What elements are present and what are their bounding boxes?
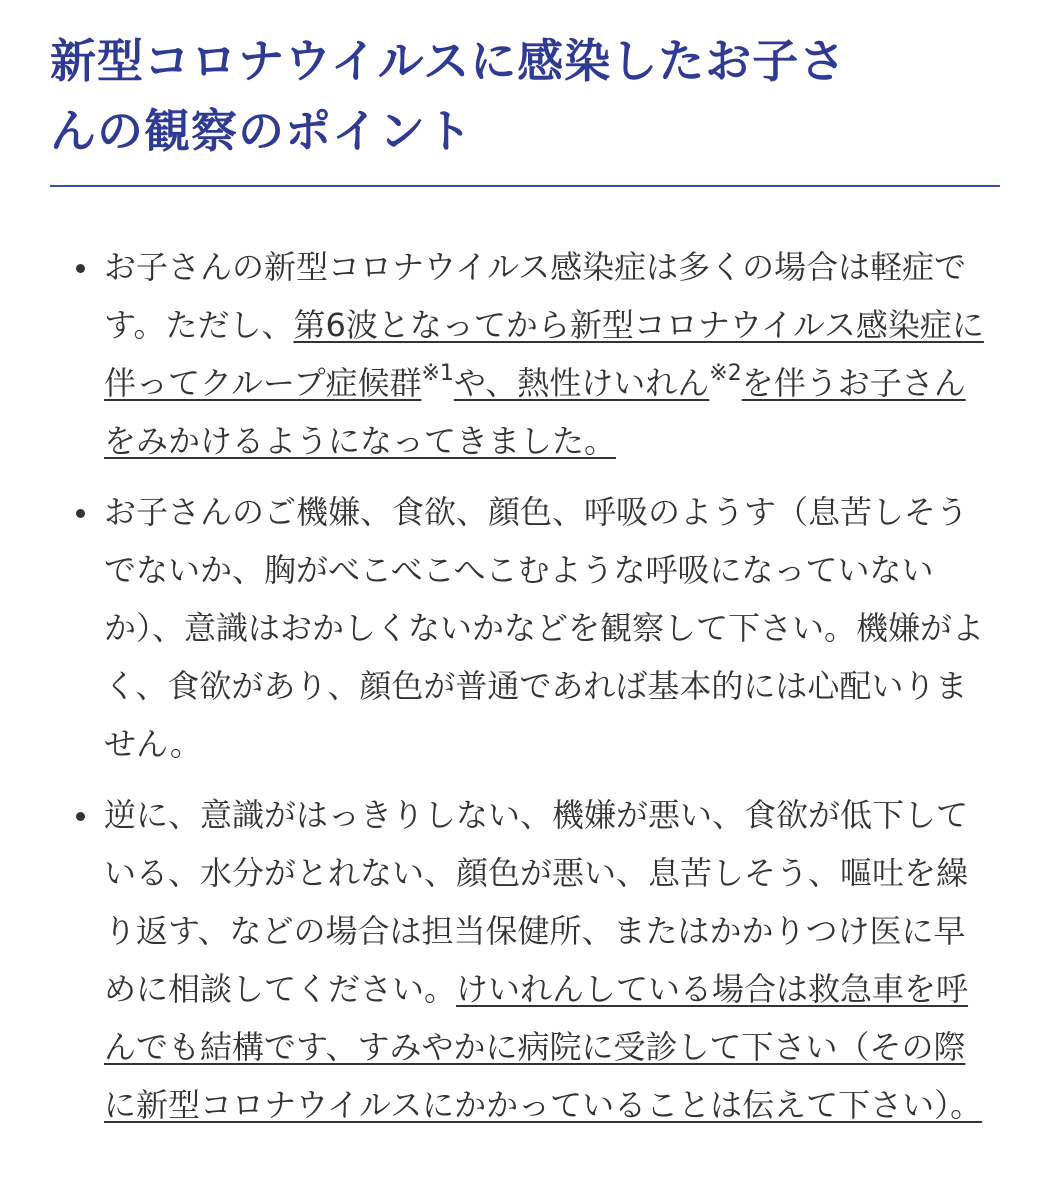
list-item [72,786,992,1134]
title-divider [50,185,1000,187]
item-1-underlined-text-1: 第6波となってから新型コロナウイルス感染症に伴ってクループ症候群 [104,306,984,402]
bullet-icon [76,264,85,273]
footnote-mark-1: ※1 [421,361,454,386]
item-2-text: お子さんのご機嫌、食欲、顔色、呼吸のようす（息苦しそうでないか、胸がべこべこへこむような呼吸になっていないか）、意識はおかしくないかなどを観察して下さい。機嫌がよく、食欲があり、顔色が普通であれば基本的には心配いりません。 [104,493,985,763]
item-1-underlined-text-2: や、熱性けいれん [453,364,710,402]
footnote-mark-2: ※2 [709,361,742,386]
bullet-icon [76,812,85,821]
page-title: 新型コロナウイルスに感染したお子さんの観察のポイント [50,34,847,158]
item-3-underlined-text: けいれんしている場合は救急車を呼んでも結構です、すみやかに病院に受診して下さい（その際に新型コロナウイルスにかかっていることは伝えて下さい）。 [104,970,983,1124]
list-item [72,238,992,470]
item-1-text: お子さんの新型コロナウイルス感染症は多くの場合は軽症です。ただし、 [104,248,967,344]
bullet-icon [76,509,85,518]
list-item [72,483,992,773]
item-1-underlined-text-3: を伴うお子さんをみかけるようになってきました。 [104,364,966,460]
observation-point-list [72,238,992,1134]
item-3-text: 逆に、意識がはっきりしない、機嫌が悪い、食欲が低下している、水分がとれない、顔色が悪い、息苦しそう、嘔吐を繰り返す、などの場合は担当保健所、またはかかりつけ医に早めに相談してください。 [104,796,969,1008]
